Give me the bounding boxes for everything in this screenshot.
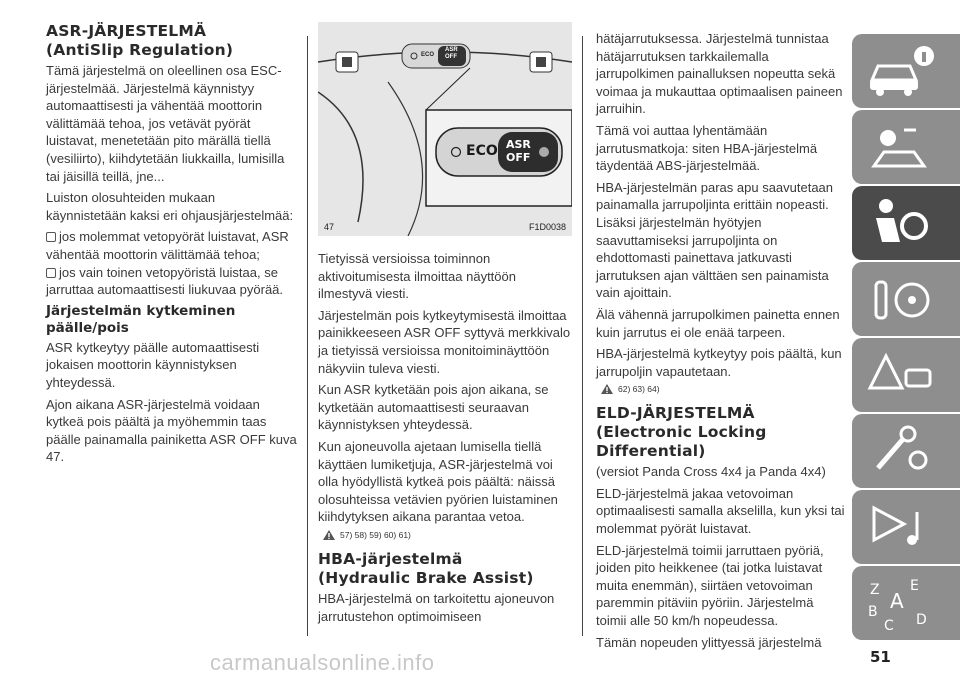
asr-label-small: ASR [445, 47, 458, 53]
paragraph: Järjestelmän pois kytkeytymisestä ilmoittaa painikkeeseen ASR OFF syttyvä merkkivalo ja tietyissä versioissa monitoiminäyttöön näkyviin tuleva viesti. [318, 307, 571, 376]
bullet-icon [46, 232, 56, 242]
section-heading: Järjestelmän kytkeminen päälle/pois [46, 302, 236, 336]
bullet-item: jos vain toinen vetopyöristä luistaa, se jarruttaa automaattisesti liukuvaa pyörää. [46, 264, 284, 298]
media-icon [864, 496, 944, 558]
eco-label: ECO [466, 143, 498, 159]
tools-icon [864, 420, 944, 482]
tab-media[interactable] [852, 490, 960, 564]
column-2 [318, 38, 572, 629]
svg-text:Z: Z [870, 582, 880, 598]
tab-car-info[interactable] [852, 34, 960, 108]
figure-number: 47 [324, 222, 335, 232]
eld-title: ELD-JÄRJESTELMÄ [596, 404, 755, 423]
svg-text:B: B [868, 604, 878, 620]
tab-airbag-safety[interactable] [852, 186, 960, 260]
paragraph: HBA-järjestelmän paras apu saavutetaan painamalla jarrupoljinta erittäin nopeasti. Lisäksi järjestelmän hyötyjen saavuttamiseksi jarrupoljinta on ehdottomasti painettava jatkuvasti jarrutuksen ajan välttäen sen painamista vain ajoittain. [596, 179, 834, 301]
figure-asr-button [318, 22, 572, 236]
paragraph: ASR kytkeytyy päälle automaattisesti jokaisen moottorin käynnistyksen yhteydessä. [46, 339, 260, 390]
warning-triangle-icon [322, 529, 336, 541]
paragraph: HBA-järjestelmä on tarkoitettu ajoneuvon jarrutustehon optimoimiseen [318, 590, 555, 624]
bullet-item: jos molemmat vetopyörät luistavat, ASR vähentää moottorin välittämää tehoa; [46, 229, 289, 262]
column-3 [596, 30, 846, 655]
paragraph: ELD-järjestelmä jakaa vetovoiman optimaalisesti samalla akselilla, kun yksi tai molemmat pyörät luistavat. [596, 485, 845, 537]
hba-subtitle: (Hydraulic Brake Assist) [318, 568, 534, 587]
eld-subtitle: Differential) [596, 442, 706, 461]
warning-references: 57) 58) 59) 60) 61) [322, 528, 572, 542]
hba-title: HBA-järjestelmä [318, 549, 463, 568]
watermark: carmanualsonline.info [210, 650, 435, 675]
warning-triangle-icon [864, 344, 944, 406]
paragraph: Luiston olosuhteiden mukaan käynnistetään kaksi eri ohjausjärjestelmää: [46, 190, 294, 223]
paragraph: Tämä järjestelmä on oleellinen osa ESC-järjestelmää. Järjestelmä käynnistyy automaattisesti ja vähentää moottorin välittämää tehoa, jos vetävät pyörät luistavat, menetetään pito märällä tiellä (vesiliirto), kiihdytetään liukkailla, lumisilla tai jäisillä teillä, jne... [46, 63, 285, 184]
tab-warning[interactable] [852, 338, 960, 412]
paragraph: Tämän nopeuden ylittyessä järjestelmä [596, 634, 822, 650]
asr-label: ASR [506, 138, 531, 151]
asr-off-label: OFF [506, 151, 531, 164]
svg-text:A: A [890, 589, 904, 613]
warning-triangle-icon [600, 383, 614, 395]
warning-references: 62) 63) 64) [600, 382, 846, 396]
page-number: 51 [870, 648, 891, 666]
paragraph: Kun ajoneuvolla ajetaan lumisella tiellä käyttäen lumiketjuja, ASR-järjestelmä voi olla hyödyllistä kytkeä pois päältä: näissä olosuhteissa vetävien pyörien luistaminen kiihdytyksen aikana parantaa vetoa. [318, 438, 558, 525]
paragraph: HBA-järjestelmä kytkeytyy pois päältä, kun jarrupoljin vapautetaan. [596, 346, 842, 379]
paragraph: Tämä voi auttaa lyhentämään jarrutusmatkoja: siten HBA-järjestelmä täydentää ABS-järjestelmää. [596, 122, 818, 174]
car-info-icon [864, 40, 944, 102]
svg-text:D: D [916, 612, 927, 628]
asr-off-label-small: OFF [445, 54, 457, 60]
column-divider [307, 36, 308, 636]
column-divider [582, 36, 583, 636]
paragraph: ELD-järjestelmä toimii jarruttaen pyöriä, joiden pito heikkenee (tai jotka luistavat muita enemmän), siirtäen vetovoiman paremmin pitäviin pyöriin. Järjestelmä toimii alle 50 km/h nopeudessa. [596, 542, 824, 629]
paragraph: Ajon aikana ASR-järjestelmä voidaan kytkeä pois päältä ja myöhemmin taas päälle painamalla painiketta ASR OFF kuva 47. [46, 396, 297, 465]
bullet-icon [46, 268, 56, 278]
paragraph: Älä vähennä jarrupolkimen painetta ennen kuin jarrutus ei ole enää tarpeen. [596, 306, 840, 340]
paragraph: Tietyissä versioissa toiminnon aktivoitumisesta ilmoittaa näyttöön ilmestyvä viesti. [318, 251, 516, 302]
paragraph: hätäjarrutuksessa. Järjestelmä tunnistaa hätäjarrutuksen tarkkailemalla jarrupolkimen painalluksen nopeutta sekä voimaa ja mukauttaa optimaalisen paineen jarruihin. [596, 31, 843, 117]
tab-dashboard-lights[interactable] [852, 110, 960, 184]
svg-text:C: C [884, 618, 894, 634]
tab-key-steering[interactable] [852, 262, 960, 336]
column-1 [46, 22, 298, 470]
paragraph: (versiot Panda Cross 4x4 ja Panda 4x4) [596, 464, 826, 480]
asr-subtitle: (AntiSlip Regulation) [46, 41, 234, 59]
index-letters-icon [864, 572, 944, 634]
asr-title: ASR-JÄRJESTELMÄ [46, 22, 207, 40]
eld-subtitle: (Electronic Locking [596, 423, 767, 442]
tab-index[interactable] [852, 566, 960, 640]
airbag-safety-icon [864, 192, 944, 254]
dashboard-lights-icon [864, 116, 944, 178]
key-steering-icon [864, 268, 944, 330]
tab-tools[interactable] [852, 414, 960, 488]
svg-text:E: E [910, 578, 919, 594]
paragraph: Kun ASR kytketään pois ajon aikana, se kytketään automaattisesti seuraavan käynnistyksen yhteydessä. [318, 382, 549, 433]
figure-code: F1D0038 [528, 222, 566, 232]
eco-label-small: ECO [421, 52, 435, 58]
